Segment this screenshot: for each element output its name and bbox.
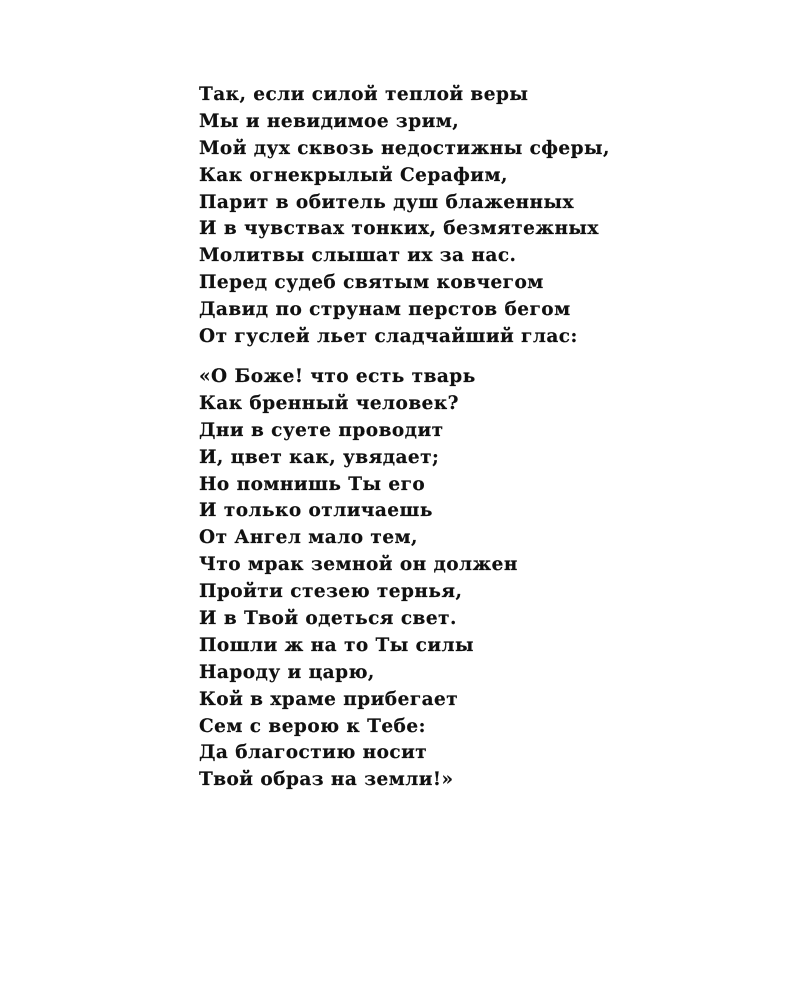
poem-line: Так, если силой теплой веры [199,84,529,105]
poem-line: Дни в суете проводит [199,419,444,441]
poem-line: Пройти стезею тернья, [199,581,463,603]
poem-line: Парит в обитель душ блаженных [199,191,575,213]
poem-line: От гуслей льет сладчайший глас: [199,326,578,348]
stanza-1 [199,82,610,351]
poem-line: Кой в храме прибегает [199,688,459,710]
poem-line: Как огнекрылый Серафим, [199,164,508,186]
poem-line: Пошли ж на то Ты силы [199,634,475,656]
poem-line: Мы и невидимое зрим, [199,110,460,132]
poem-line: Народу и царю, [199,661,375,683]
poem-line: И в чувствах тонких, безмятежных [199,218,599,240]
poem-line: Да благостию носит [199,742,428,764]
stanza-2 [199,364,518,794]
poem-line: Сем с верою к Тебе: [199,715,426,737]
poem-line: И в Твой одеться свет. [199,608,457,630]
poem-line: Мой дух сквозь недостижны сферы, [199,137,610,159]
poem-line: Что мрак земной он должен [199,554,518,576]
poem-line: И, цвет как, увядает; [199,446,440,468]
poem-line: Как бренный человек? [199,392,459,414]
poem-line: Перед судеб святым ковчегом [199,272,544,294]
poem-line: От Ангел мало тем, [199,527,418,549]
poem-line: Но помнишь Ты его [199,473,426,495]
poem-line: Твой образ на земли!» [199,769,454,791]
poem-line: Молитвы слышат их за нас. [199,245,517,267]
poem-line: И только отличаешь [199,500,433,522]
poem-line: Давид по струнам перстов бегом [199,299,571,321]
poem-line: «О Боже! что есть тварь [199,366,476,387]
